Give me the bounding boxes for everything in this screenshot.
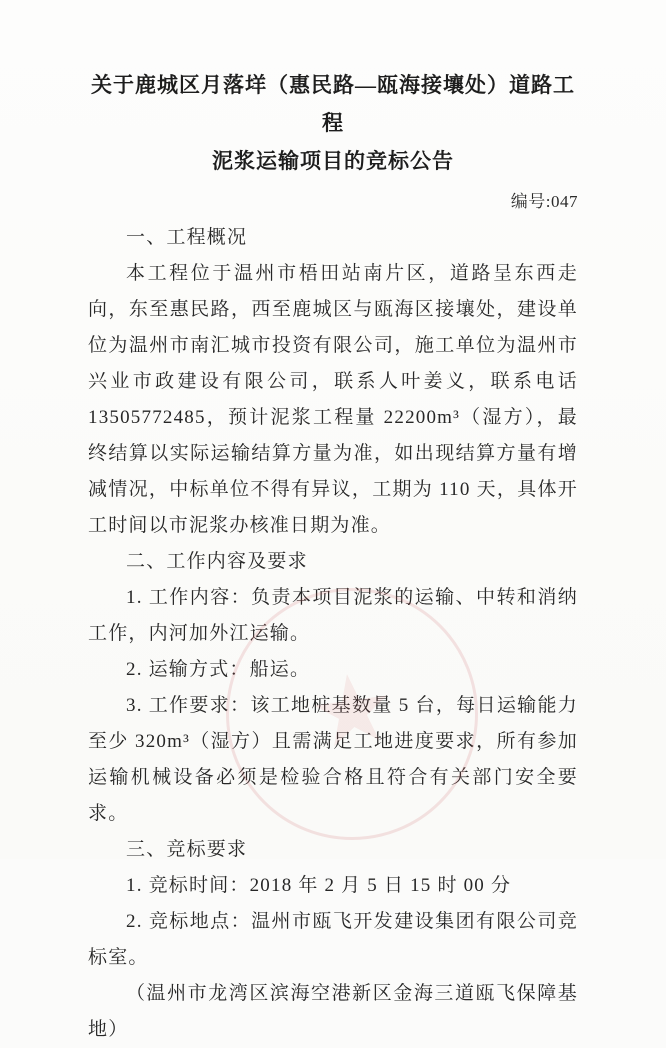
paragraph-project-overview: 本工程位于温州市梧田站南片区，道路呈东西走向，东至惠民路，西至鹿城区与瓯海区接壤处，建设单位为温州市南汇城市投资有限公司，施工单位为温州市兴业市政建设有限公司，联系人叶姜义，联系电话 13505772485，预计泥浆工程量 22200m³（湿方），最终结算以实际运输结算方量为准，如出现结算方量有增减情况，中标单位不得有异议，工期为 110 天，具体开工时间以市泥浆办核准日期为准。 — [88, 263, 578, 536]
paragraph-work-requirements: 3. 工作要求：该工地桩基数量 5 台，每日运输能力至少 320m³（湿方）且需满足工地进度要求，所有参加运输机械设备必须是检验合格且符合有关部门安全要求。 — [88, 695, 578, 824]
document-title-line-2: 泥浆运输项目的竞标公告 — [212, 149, 454, 173]
paragraph-work-content: 1. 工作内容：负责本项目泥浆的运输、中转和消纳工作，内河加外江运输。 — [88, 587, 578, 644]
section-heading-work-content: 二、工作内容及要求 — [126, 551, 308, 572]
document-number: 编号:047 — [510, 192, 578, 211]
paragraph-bidding-location: 2. 竞标地点：温州市瓯飞开发建设集团有限公司竞标室。 — [88, 911, 578, 968]
section-heading-project-overview: 一、工程概况 — [126, 227, 248, 248]
seal-star-icon: ★ — [301, 648, 403, 772]
paragraph-bidding-time: 1. 竞标时间：2018 年 2 月 5 日 15 时 00 分 — [126, 875, 512, 896]
paragraph-transport-method: 2. 运输方式：船运。 — [126, 659, 311, 680]
paragraph-bidding-location-address: （温州市龙湾区滨海空港新区金海三道瓯飞保障基地） — [88, 983, 578, 1040]
document-body — [88, 220, 578, 1048]
document-title — [88, 66, 578, 180]
document-title-line-1: 关于鹿城区月落垟（惠民路—瓯海接壤处）道路工程 — [91, 73, 575, 135]
section-heading-bidding-requirements: 三、竞标要求 — [126, 839, 248, 860]
